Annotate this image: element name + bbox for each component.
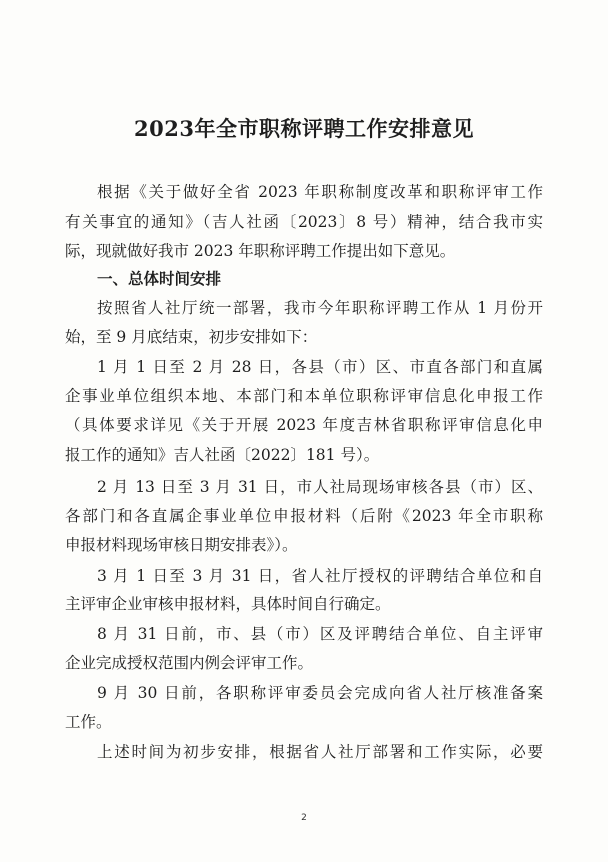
paragraph-line: 各部门和各直属企事业单位申报材料（后附《2023 年全市职称 — [65, 507, 543, 525]
paragraph-line: 际，现就做好我市 2023 年职称评聘工作提出如下意见。 — [65, 242, 456, 260]
paragraph-line: 始，至 9 月底结束，初步安排如下： — [65, 328, 318, 346]
paragraph-line: 1 月 1 日至 2 月 28 日，各县（市）区、市直各部门和直属 — [97, 358, 543, 376]
paragraph-line: 9 月 30 日前，各职称评审委员会完成向省人社厅核准备案 — [97, 684, 543, 702]
paragraph-line: （具体要求详见《关于开展 2023 年度吉林省职称评审信息化申 — [65, 416, 543, 434]
paragraph-line: 有关事宜的通知》（吉人社函〔2023〕8 号）精神，结合我市实 — [65, 213, 543, 231]
paragraph-line: 报工作的通知》吉人社函〔2022〕181 号）。 — [65, 446, 380, 464]
paragraph-line: 工作。 — [65, 713, 112, 731]
paragraph-line: 3 月 1 日至 3 月 31 日，省人社厅授权的评聘结合单位和自 — [97, 567, 543, 585]
paragraph-line: 根据《关于做好全省 2023 年职称制度改革和职称评审工作 — [97, 183, 543, 201]
paragraph-line: 按照省人社厅统一部署，我市今年职称评聘工作从 1 月份开 — [97, 299, 543, 317]
paragraph-line: 企业完成授权范围内例会评审工作。 — [65, 654, 314, 672]
paragraph-line: 申报材料现场审核日期安排表》）。 — [65, 536, 298, 554]
section-heading: 一、总体时间安排 — [97, 270, 222, 288]
document-title: 2023年全市职称评聘工作安排意见 — [134, 116, 474, 141]
paragraph-line: 2 月 13 日至 3 月 31 日，市人社局现场审核各县（市）区、 — [97, 478, 543, 496]
paragraph-line: 主评审企业审核申报材料，具体时间自行确定。 — [65, 595, 391, 613]
paragraph-line: 企事业单位组织本地、本部门和本单位职称评审信息化申报工作 — [65, 387, 543, 405]
paragraph-line: 8 月 31 日前，市、县（市）区及评聘结合单位、自主评审 — [97, 625, 543, 643]
page-number: 2 — [301, 813, 307, 823]
paragraph-line: 上述时间为初步安排，根据省人社厅部署和工作实际，必要 — [97, 743, 543, 761]
